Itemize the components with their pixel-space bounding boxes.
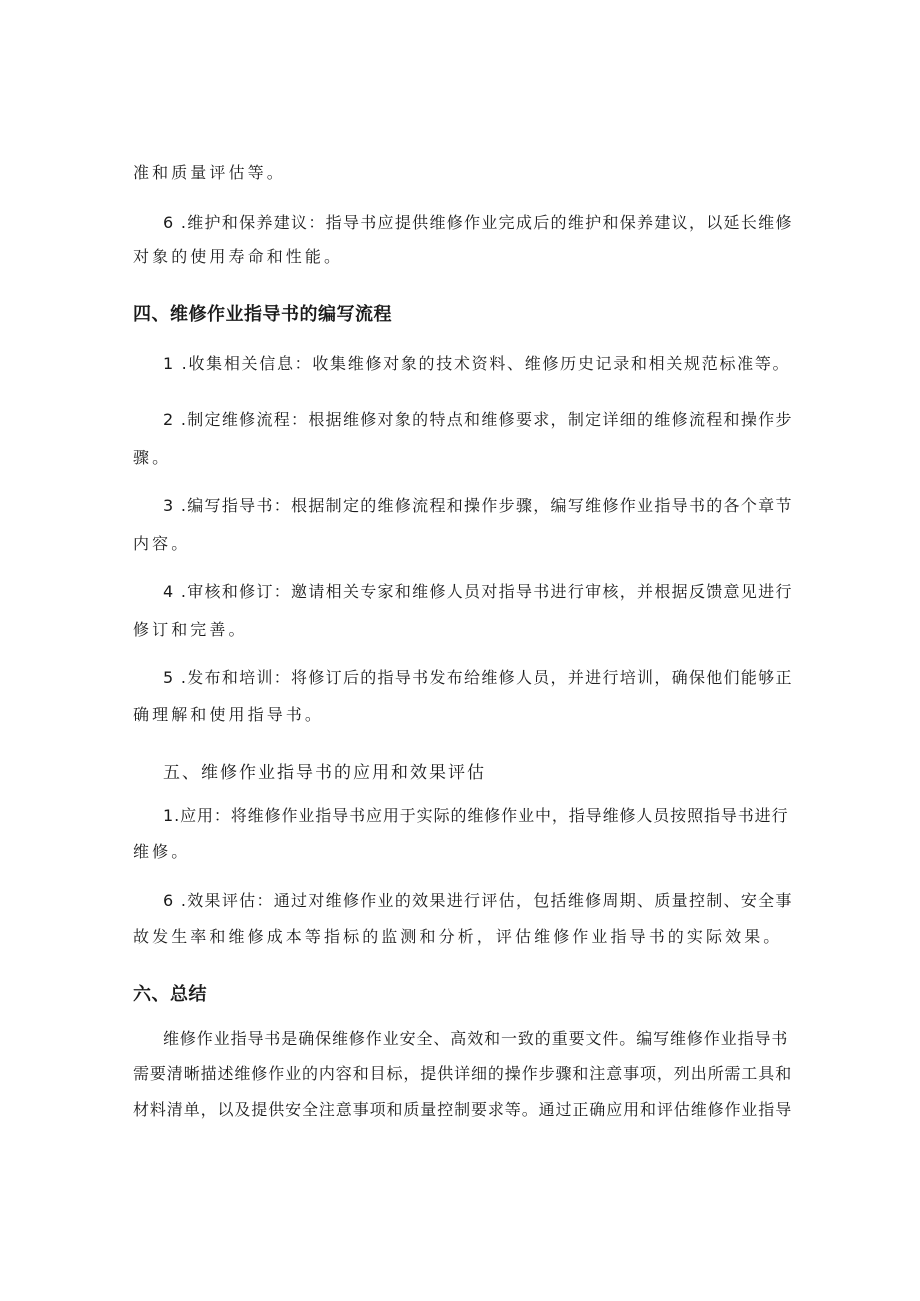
section-5-item-1-line-1: 1.应用：将维修作业指导书应用于实际的维修作业中，指导维修人员按照指导书进行 [163, 806, 789, 825]
section-4-item-2-line-2: 骤。 [133, 448, 172, 467]
item-6-maintenance-line-1: 6 .维护和保养建议：指导书应提供维修作业完成后的维护和保养建议，以延长维修 [163, 213, 793, 232]
section-4-item-3-line-1: 3 .编写指导书：根据制定的维修流程和操作步骤，编写维修作业指导书的各个章节 [163, 496, 793, 515]
section-4-heading: 四、维修作业指导书的编写流程 [133, 304, 392, 325]
section-6-heading: 六、总结 [133, 984, 207, 1005]
summary-line-1: 维修作业指导书是确保维修作业安全、高效和一致的重要文件。编写维修作业指导书 [163, 1029, 789, 1048]
section-4-item-4-line-1: 4 .审核和修订：邀请相关专家和维修人员对指导书进行审核，并根据反馈意见进行 [163, 582, 793, 601]
intro-line-1: 准和质量评估等。 [133, 163, 286, 182]
section-4-item-3-line-2: 内容。 [133, 534, 191, 553]
section-5-item-2-line-2: 故发生率和维修成本等指标的监测和分析，评估维修作业指导书的实际效果。 [133, 927, 783, 946]
section-4-item-1-line-1: 1 .收集相关信息：收集维修对象的技术资料、维修历史记录和相关规范标准等。 [163, 354, 791, 373]
section-4-item-4-line-2: 修订和完善。 [133, 620, 248, 639]
section-4-item-5-line-2: 确理解和使用指导书。 [133, 705, 325, 724]
section-5-heading: 五、维修作业指导书的应用和效果评估 [163, 763, 486, 783]
summary-line-3: 材料清单，以及提供安全注意事项和质量控制要求等。通过正确应用和评估维修作业指导 [133, 1100, 793, 1119]
item-6-maintenance-line-2: 对象的使用寿命和性能。 [133, 247, 344, 266]
summary-line-2: 需要清晰描述维修作业的内容和目标，提供详细的操作步骤和注意事项，列出所需工具和 [133, 1064, 793, 1083]
section-4-item-5-line-1: 5 .发布和培训：将修订后的指导书发布给维修人员，并进行培训，确保他们能够正 [163, 668, 793, 687]
section-5-item-2-line-1: 6 .效果评估：通过对维修作业的效果进行评估，包括维修周期、质量控制、安全事 [163, 891, 793, 910]
section-4-item-2-line-1: 2 .制定维修流程：根据维修对象的特点和维修要求，制定详细的维修流程和操作步 [163, 410, 793, 429]
section-5-item-1-line-2: 维修。 [133, 842, 191, 861]
